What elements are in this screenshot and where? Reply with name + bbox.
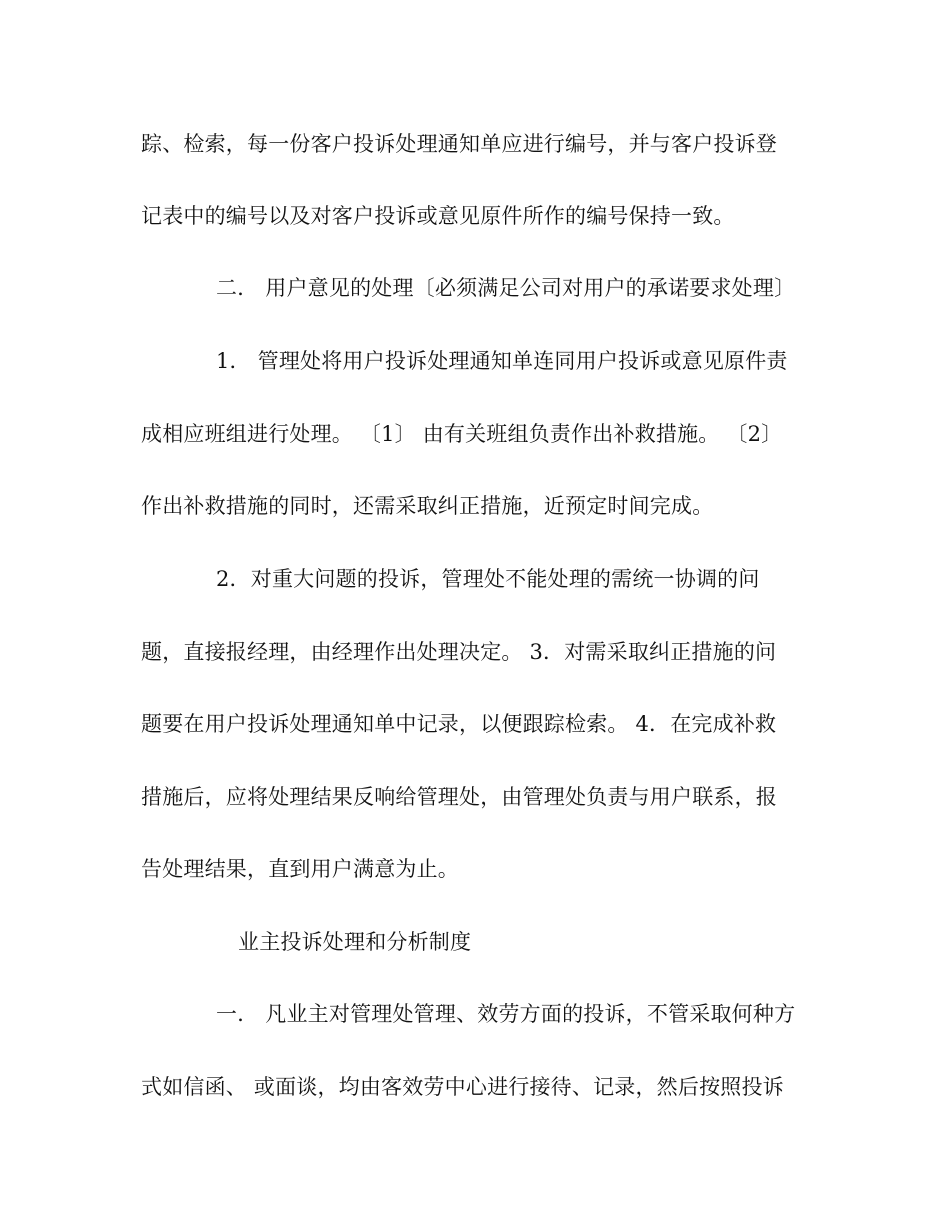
text-line <box>0 414 950 454</box>
line-text: 一． 凡业主对管理处管理、效劳方面的投诉，不管采取何种方 <box>216 1002 796 1026</box>
line-text: 式如信函、 或面谈，均由客效劳中心进行接待、记录，然后按照投诉 <box>141 1075 784 1099</box>
line-text: 作出补救措施的同时，还需采取纠正措施，近预定时间完成。 <box>141 494 714 518</box>
line-text: 业主投诉处理和分析制度 <box>238 930 472 954</box>
line-text: 措施后，应将处理结果反响给管理处，由管理处负责与用户联系，报 <box>141 785 777 809</box>
text-line <box>0 341 950 381</box>
line-text: 记表中的编号以及对客户投诉或意见原件所作的编号保持一致。 <box>141 204 735 228</box>
text-line <box>0 559 950 599</box>
text-line <box>0 1067 950 1107</box>
line-text: 1． 管理处将用户投诉处理通知单连同用户投诉或意见原件责 <box>216 349 788 373</box>
line-text: 踪、检索，每一份客户投诉处理通知单应进行编号，并与客户投诉登 <box>141 132 777 156</box>
line-text: 题，直接报经理，由经理作出处理决定。 3．对需采取纠正措施的问 <box>141 640 777 664</box>
line-text: 二． 用户意见的处理〔必须满足公司对用户的承诺要求处理〕 <box>216 276 796 300</box>
section-heading <box>0 268 950 308</box>
text-line <box>0 994 950 1034</box>
text-line <box>0 849 950 889</box>
text-line <box>0 486 950 526</box>
document-title <box>0 922 950 962</box>
line-text: 题要在用户投诉处理通知单中记录，以便跟踪检索。 4．在完成补救 <box>141 712 777 736</box>
line-text: 告处理结果，直到用户满意为止。 <box>141 857 459 881</box>
text-line <box>0 632 950 672</box>
line-text: 2．对重大问题的投诉，管理处不能处理的需统一协调的问 <box>216 567 760 591</box>
line-text: 成相应班组进行处理。 〔1〕 由有关班组负责作出补救措施。 〔2〕 <box>141 422 783 446</box>
text-line <box>0 777 950 817</box>
text-line <box>0 704 950 744</box>
text-line <box>0 124 950 164</box>
text-line <box>0 196 950 236</box>
